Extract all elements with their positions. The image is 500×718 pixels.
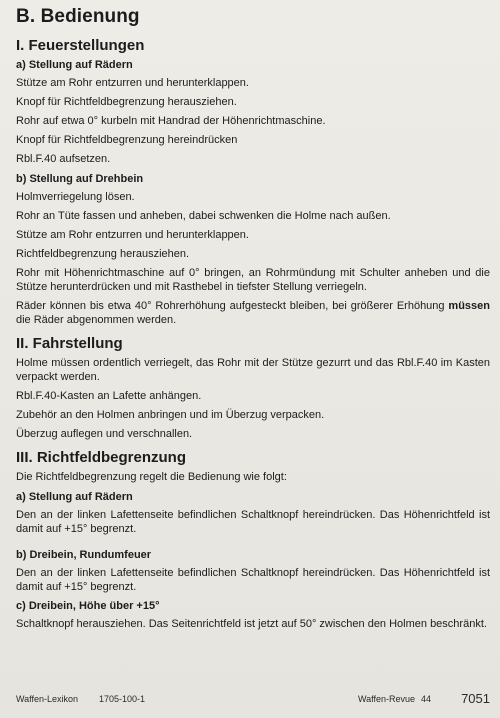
- instruction-paragraph: Schaltknopf herausziehen. Das Seitenrichtfeld ist jetzt auf 50° zwischen den Holmen beschränkt.: [16, 618, 487, 630]
- wheel-note-emphasis: müssen: [448, 300, 490, 312]
- instruction-line: Rohr an Tüte fassen und anheben, dabei schwenken die Holme nach außen.: [16, 210, 391, 222]
- instruction-line: Holmverriegelung lösen.: [16, 191, 135, 203]
- section-heading: I. Feuerstellungen: [16, 37, 145, 54]
- footer-code: 1705-100-1: [99, 694, 146, 704]
- section-intro: Die Richtfeldbegrenzung regelt die Bedienung wie folgt:: [16, 471, 287, 483]
- footer-publication: Waffen-Lexikon: [16, 694, 79, 704]
- section-heading: II. Fahrstellung: [16, 335, 123, 352]
- section-fahrstellung: [16, 335, 490, 441]
- footer-magazine: Waffen-Revue: [358, 694, 416, 704]
- instruction-line: Überzug auflegen und verschnallen.: [16, 428, 193, 440]
- instruction-line: Zubehör an den Holmen anbringen und im Überzug verpacken.: [16, 409, 325, 421]
- instruction-line: Rbl.F.40-Kasten an Lafette anhängen.: [16, 390, 202, 402]
- instruction-line: Richtfeldbegrenzung herausziehen.: [16, 248, 190, 260]
- document-body: [16, 6, 490, 637]
- subsection-heading: a) Stellung auf Rädern: [16, 59, 133, 71]
- page-footer: [16, 690, 490, 708]
- instruction-line: Stütze am Rohr entzurren und herunterklappen.: [16, 229, 249, 241]
- instruction-paragraph: Den an der linken Lafettenseite befindlichen Schaltknopf hereindrücken. Das Höhenrichtfeld ist damit auf +15° begrenzt.: [16, 509, 490, 535]
- section-heading: III. Richtfeldbegrenzung: [16, 449, 187, 466]
- footer-issue: 44: [421, 694, 432, 704]
- instruction-line: Rohr mit Höhenrichtmaschine auf 0° bringen, an Rohrmündung mit Schulter anheben und die Stütze herunterdrücken und mit Rasthebel in tiefster Stellung verriegeln.: [16, 267, 490, 293]
- instruction-paragraph: Den an der linken Lafettenseite befindlichen Schaltknopf hereindrücken. Das Höhenrichtfeld ist damit auf +15° begrenzt.: [16, 567, 490, 593]
- page-number: 7051: [461, 691, 490, 706]
- instruction-line: Rbl.F.40 aufsetzen.: [16, 153, 111, 165]
- wheel-note-text-end: die Räder abgenommen werden.: [16, 314, 177, 326]
- subsection-heading: b) Stellung auf Drehbein: [16, 173, 144, 185]
- instruction-line: Knopf für Richtfeldbegrenzung hereindrücken: [16, 134, 238, 146]
- wheel-note-text: Räder können bis etwa 40° Rohrerhöhung aufgesteckt bleiben, bei größerer Erhöhung: [16, 300, 449, 312]
- instruction-line: Rohr auf etwa 0° kurbeln mit Handrad der Höhenrichtmaschine.: [16, 115, 326, 127]
- section-richtfeldbegrenzung: [16, 449, 490, 631]
- page-title: B. Bedienung: [16, 6, 140, 27]
- subsection-heading: a) Stellung auf Rädern: [16, 491, 133, 503]
- wheel-note: [16, 299, 490, 327]
- section-feuerstellungen: [16, 37, 490, 327]
- instruction-line: Holme müssen ordentlich verriegelt, das Rohr mit der Stütze gezurrt und das Rbl.F.40 im Kasten verpackt werden.: [16, 357, 490, 383]
- instruction-line: Stütze am Rohr entzurren und herunterklappen.: [16, 77, 249, 89]
- subsection-heading: b) Dreibein, Rundumfeuer: [16, 549, 152, 561]
- subsection-heading: c) Dreibein, Höhe über +15°: [16, 600, 160, 612]
- instruction-line: Knopf für Richtfeldbegrenzung herausziehen.: [16, 96, 237, 108]
